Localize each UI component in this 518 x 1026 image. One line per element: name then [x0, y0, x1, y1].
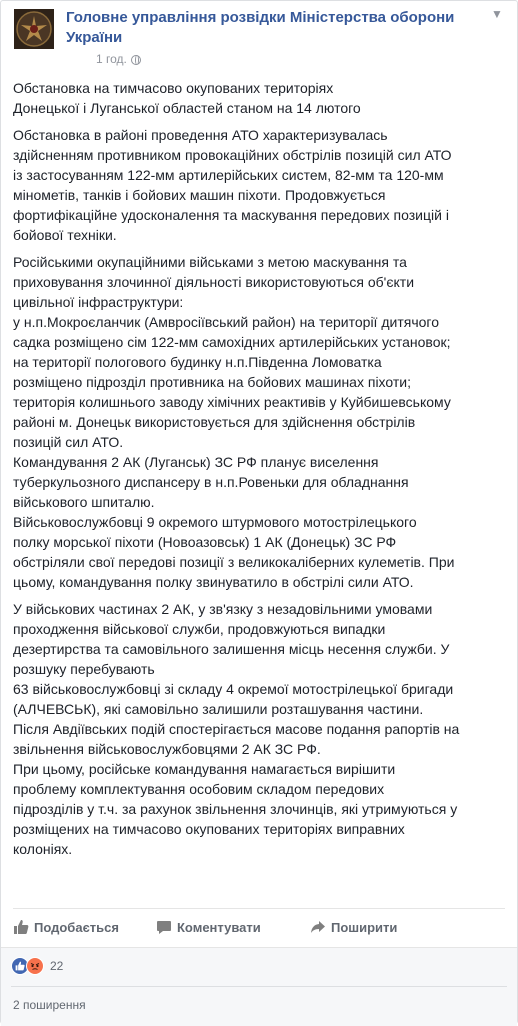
post-timestamp[interactable]: 1 год.: [96, 52, 127, 66]
post-text-line: підрозділів у т.ч. за рахунок звільнення злочинців, які утримуються у: [13, 801, 458, 817]
post-text-line: проблему комплектування особовим складом передових: [13, 781, 385, 797]
post-text-line: Обстановка на тимчасово окупованих територіях: [13, 80, 334, 96]
post-text-line: Обстановка в районі проведення АТО характеризувалась: [13, 127, 388, 143]
post-text-line: дезертирства та самовільного залишення місць несення служби. У: [13, 641, 450, 657]
post-text-line: розміщено підрозділ противника на бойових машинах піхоти;: [13, 374, 411, 390]
post-text-line: 63 військовослужбовці зі складу 4 окремої мотострілецької бригади: [13, 681, 454, 697]
divider: [13, 908, 505, 909]
post-text-line: Після Авдіївських подій спостерігається масове подання рапортів на: [13, 721, 460, 737]
post-text-line: територія колишнього заводу хімічних реактивів у Куйбишевському: [13, 394, 451, 410]
post-header: [14, 7, 504, 66]
post-text-line: У військових частинах 2 АК, у зв'язку з незадовільними умовами: [13, 601, 433, 617]
post-text-line: цьому, командування полку звинуватило в обстрілі сили АТО.: [13, 574, 414, 590]
shares-count-link[interactable]: 2 поширення: [13, 998, 86, 1012]
paragraph-gap: [13, 118, 509, 125]
public-globe-icon: [131, 55, 141, 65]
post-text-line: здійсненням противником провокаційних обстрілів позицій сил АТО: [13, 147, 452, 163]
post-text-line: у н.п.Мокроєланчик (Амвросіївський район) на території дитячого: [13, 314, 439, 330]
post-paragraph: [13, 599, 509, 859]
page-name-link[interactable]: Головне управління розвідки Міністерства оборони України: [66, 9, 455, 46]
post-text-line: обстріляли свої передові позиції з великокаліберних кулеметів. При: [13, 554, 455, 570]
page-avatar[interactable]: [14, 9, 54, 49]
post-text-line: звільнення військовослужбовцями 2 АК ЗС РФ.: [13, 741, 321, 757]
angry-reaction-icon: [26, 957, 44, 975]
post-body: [13, 78, 509, 859]
post-text-line: приховування злочинної діяльності використовуються об'єкти: [13, 274, 415, 290]
post-actions: [13, 914, 507, 940]
post-text-line: районі м. Донецьк використовується для здійснення обстрілів: [13, 414, 416, 430]
paragraph-gap: [13, 245, 509, 252]
post-text-line: цивільної інфраструктури:: [13, 294, 184, 310]
post-text-line: При цьому, російське командування намагається вирішити: [13, 761, 396, 777]
post-text-line: проходження військової служби, продовжуються випадки: [13, 621, 386, 637]
post-text-line: позицій сил АТО.: [13, 434, 124, 450]
post-text-line: колоніях.: [13, 841, 73, 857]
post-text-line: Військовослужбовці 9 окремого штурмового мотострілецького: [13, 514, 417, 530]
post-text-line: туберкульозного диспансеру в н.п.Ровеньки для обладнання: [13, 474, 409, 490]
post-paragraph: [13, 252, 509, 592]
paragraph-gap: [13, 592, 509, 599]
comment-icon: [156, 919, 172, 935]
post-text-line: розшуку перебувають: [13, 661, 155, 677]
divider: [11, 986, 507, 987]
reactions-count: 22: [50, 959, 64, 973]
post-paragraph: [13, 125, 509, 245]
post-text-line: мінометів, танків і бойових машин піхоти. Продовжується: [13, 187, 386, 203]
post-text-line: садка розміщено сім 122-мм самохідних артилерійських установок;: [13, 334, 451, 350]
post-text-line: Командування 2 АК (Луганськ) ЗС РФ планує виселення: [13, 454, 379, 470]
post-paragraph: [13, 78, 509, 118]
share-label: Поширити: [331, 919, 398, 935]
post-text-line: Донецької і Луганської областей станом на 14 лютого: [13, 100, 361, 116]
reactions-summary[interactable]: [11, 957, 63, 975]
post-text-line: розміщених на тимчасово окупованих територіях виправних: [13, 821, 405, 837]
like-button[interactable]: [13, 919, 119, 935]
post-text-line: на території пологового будинку н.п.Південна Ломоватка: [13, 354, 382, 370]
comment-label: Коментувати: [177, 919, 261, 935]
post-text-line: із застосуванням 122-мм артилерійських систем, 82-мм та 120-мм: [13, 167, 444, 183]
chevron-down-icon[interactable]: ▼: [491, 7, 503, 21]
post-text-line: військового шпиталю.: [13, 494, 155, 510]
post-text-line: Російськими окупаційними військами з метою маскування та: [13, 254, 407, 270]
comment-button[interactable]: [156, 919, 261, 935]
thumbs-up-icon: [13, 919, 29, 935]
post-text-line: (АЛЧЕВСЬК), які самовільно залишили розташування частини.: [13, 701, 424, 717]
post-footer: [1, 947, 517, 1026]
post-text-line: полку морської піхоти (Новоазовськ) 1 АК (Донецьк) ЗС РФ: [13, 534, 397, 550]
share-icon: [310, 919, 326, 935]
post-text-line: фортифікаційне удосконалення та маскування передових позицій і: [13, 207, 449, 223]
post-text-line: бойової техніки.: [13, 227, 117, 243]
share-button[interactable]: [310, 919, 397, 935]
like-label: Подобається: [34, 919, 119, 935]
